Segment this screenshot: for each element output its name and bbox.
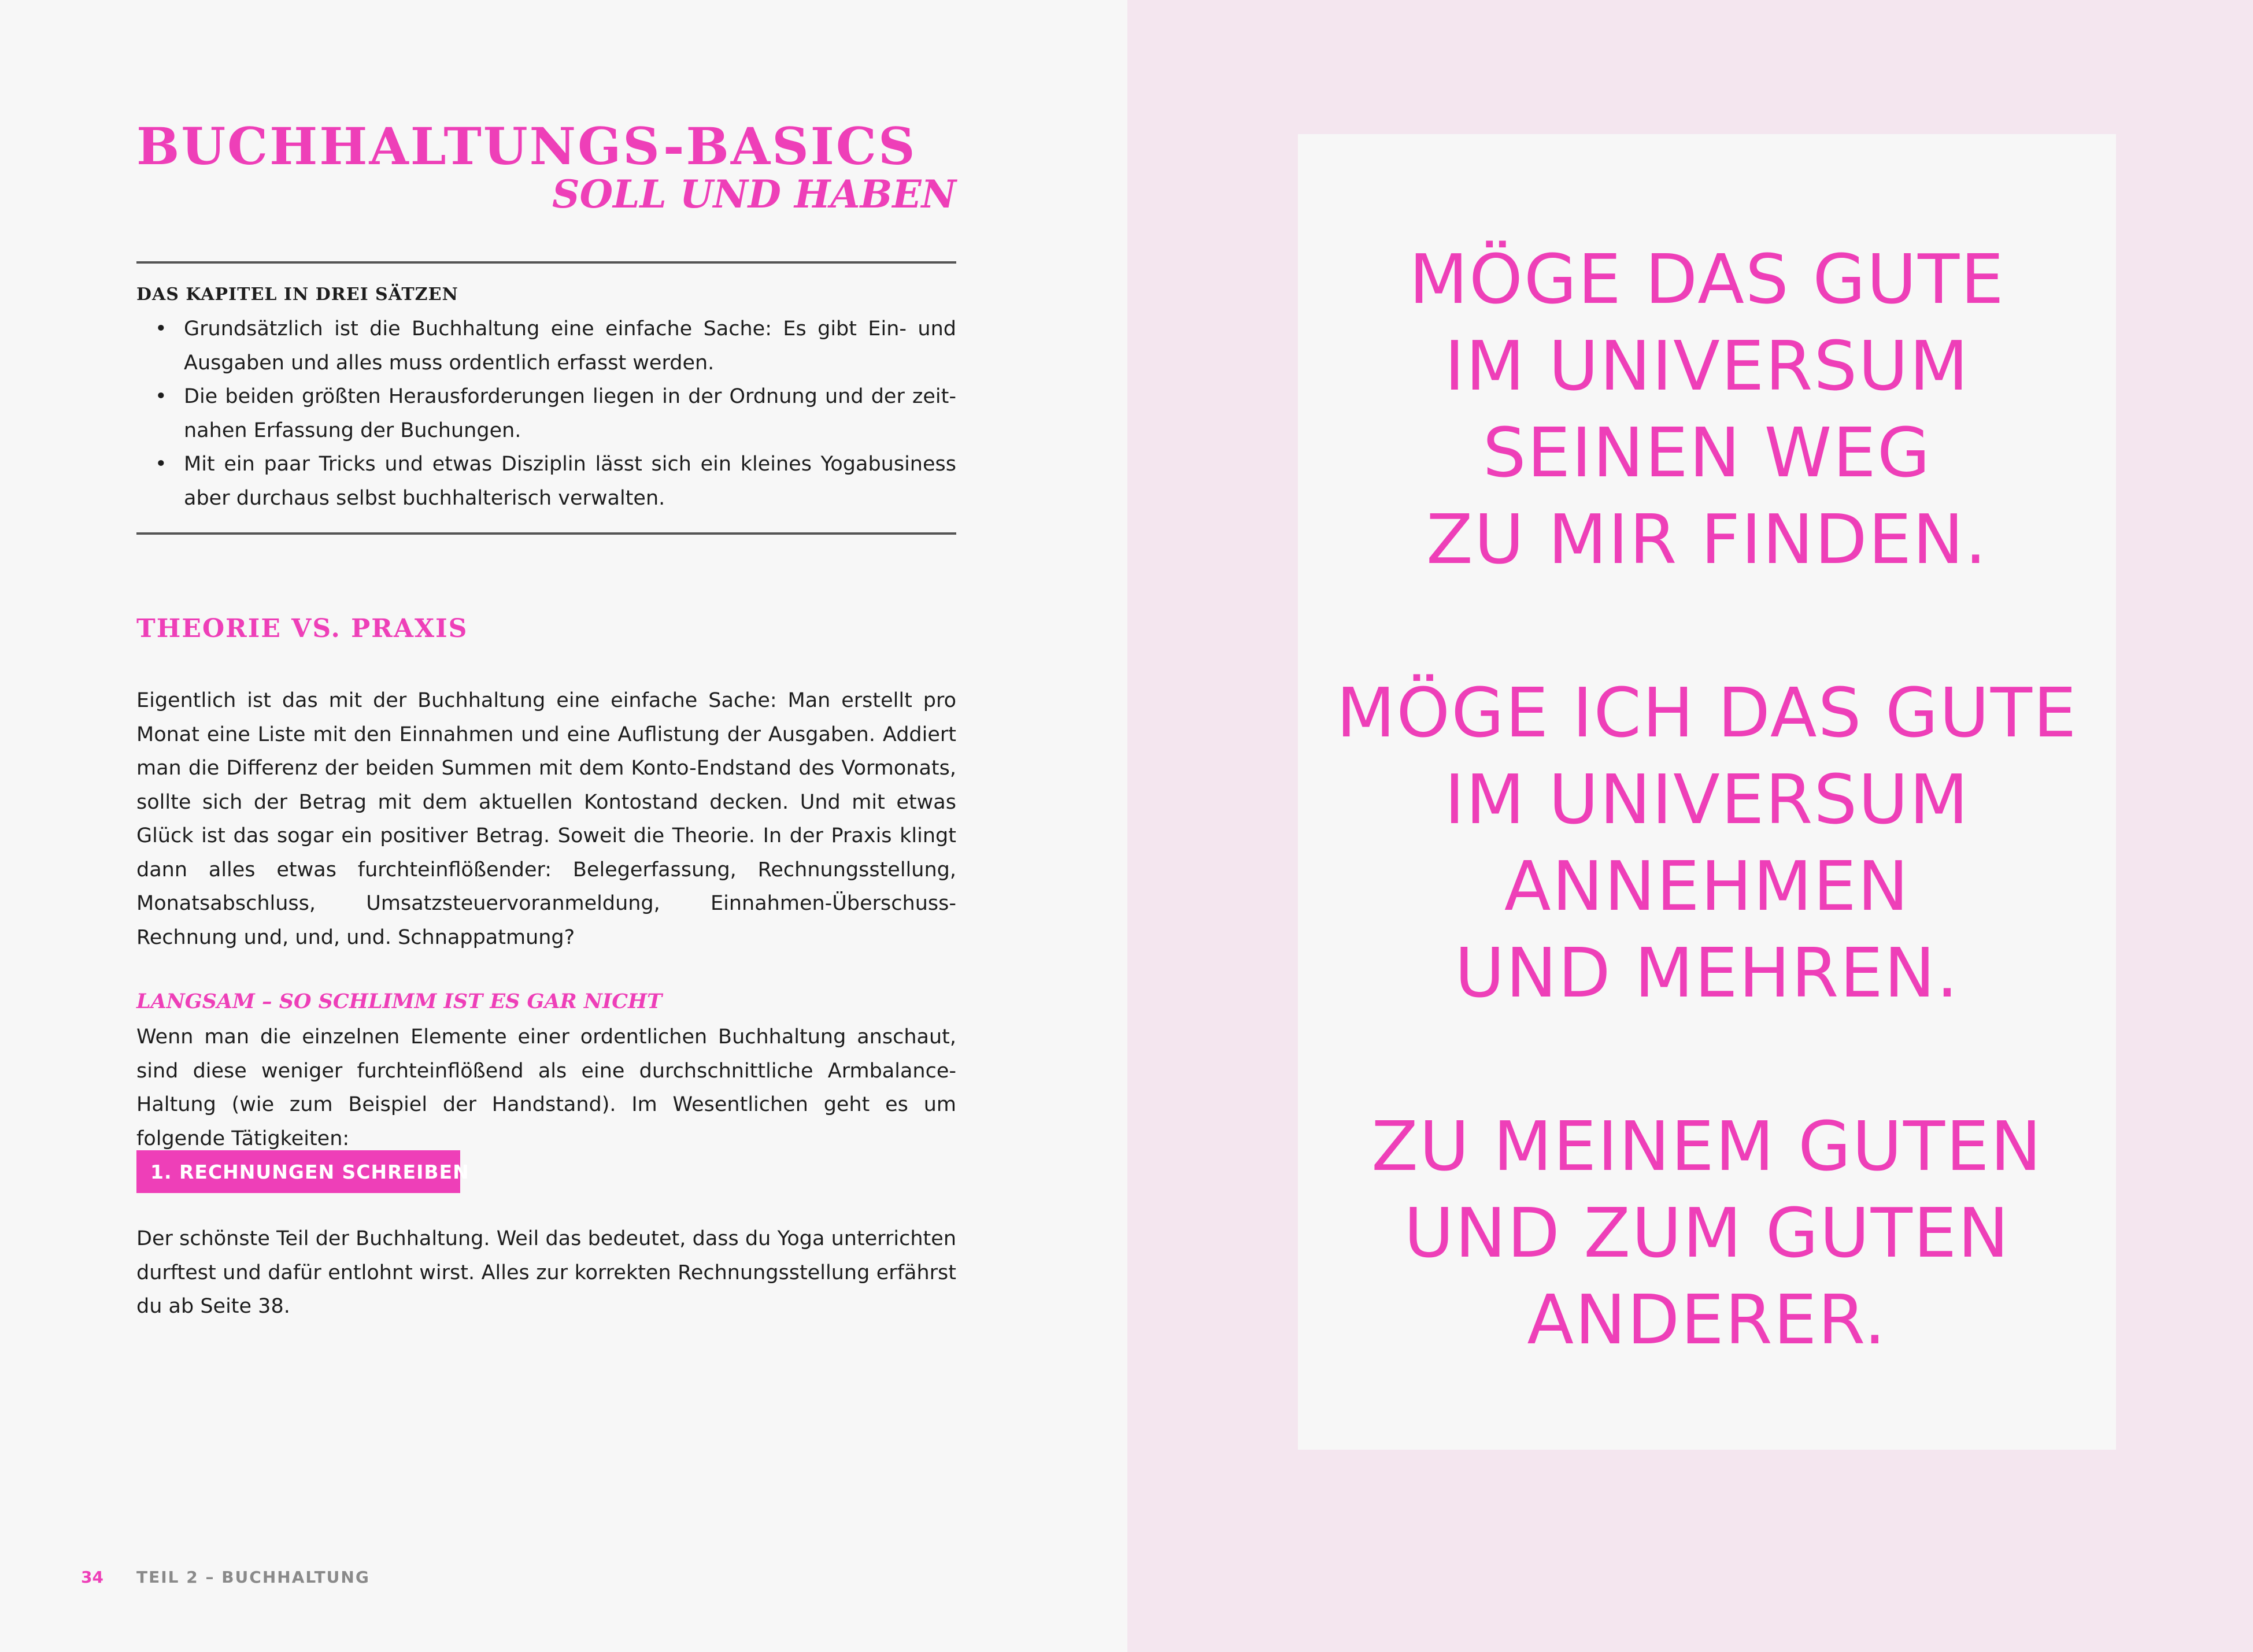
chapter-title: BUCHHALTUNGS-BASICS xyxy=(136,116,917,176)
summary-list xyxy=(136,312,956,515)
summary-item: • Die beiden größten Herausforderungen liegen in der Ordnung und der zeitnahen Erfassung der Buchungen. xyxy=(136,380,956,447)
page-number: 34 xyxy=(81,1568,103,1587)
step-badge: 1. RECHNUNGEN SCHREIBEN xyxy=(136,1150,460,1193)
summary-heading: DAS KAPITEL IN DREI SÄTZEN xyxy=(136,284,458,305)
paragraph-invoices: Der schönste Teil der Buchhaltung. Weil das bedeutet, dass du Yoga unterrichten durftest und dafür entlohnt wirst. Alles zur korrekten Rechnungsstellung erfährst du ab Seite 38. xyxy=(136,1227,956,1318)
sub-heading: LANGSAM – SO SCHLIMM IST ES GAR NICHT xyxy=(136,990,663,1013)
affirmation-quote: MÖGE DAS GUTE IM UNIVERSUM SEINEN WEG ZU MIR FINDEN. MÖGE ICH DAS GUTE IM UNIVERSUM ANNEHMEN UND MEHREN. ZU MEINEM GUTEN UND ZUM GUTEN ANDERER. xyxy=(1336,239,2078,1360)
bottom-divider xyxy=(136,532,956,535)
summary-item: • Mit ein paar Tricks und etwas Disziplin lässt sich ein kleines Yogabusiness aber durchaus selbst buchhalterisch verwalten. xyxy=(136,447,956,515)
top-divider xyxy=(136,261,956,264)
paragraph-theory: Eigentlich ist das mit der Buchhaltung eine einfache Sache: Man erstellt pro Monat eine Liste mit den Einnahmen und eine Auflistung der Ausgaben. Addiert man die Differenz der beiden Summen mit dem Konto-Endstand des Vormonats, sollte sich der Betrag mit dem aktuellen Kontostand decken. Und mit etwas Glück ist das sogar ein positiver Betrag. Soweit die Theorie. In der Praxis klingt dann alles etwas furchteinflößender: Belegerfassung, Rechnungsstellung, Monatsabschluss, Umsatzsteuervoranmeldung, Einnahmen-Überschuss-Rechnung und, und, und. Schnappatmung? xyxy=(136,689,956,949)
chapter-subtitle: SOLL UND HABEN xyxy=(552,172,956,217)
paragraph-elements: Wenn man die einzelnen Elemente einer ordentlichen Buchhaltung anschaut, sind diese weniger furchteinflößend als eine durchschnittliche Armbalance-Haltung (wie zum Beispiel der Handstand). Im Wesentlichen geht es um folgende Tätigkeiten: xyxy=(136,1025,956,1150)
running-footer: TEIL 2 – BUCHHALTUNG xyxy=(136,1568,370,1587)
summary-item: • Grundsätzlich ist die Buchhaltung eine einfache Sache: Es gibt Ein- und Ausgaben und alles muss ordentlich erfasst werden. xyxy=(136,312,956,380)
section-heading: THEORIE VS. PRAXIS xyxy=(136,614,468,643)
quote-box xyxy=(1298,134,2116,1450)
